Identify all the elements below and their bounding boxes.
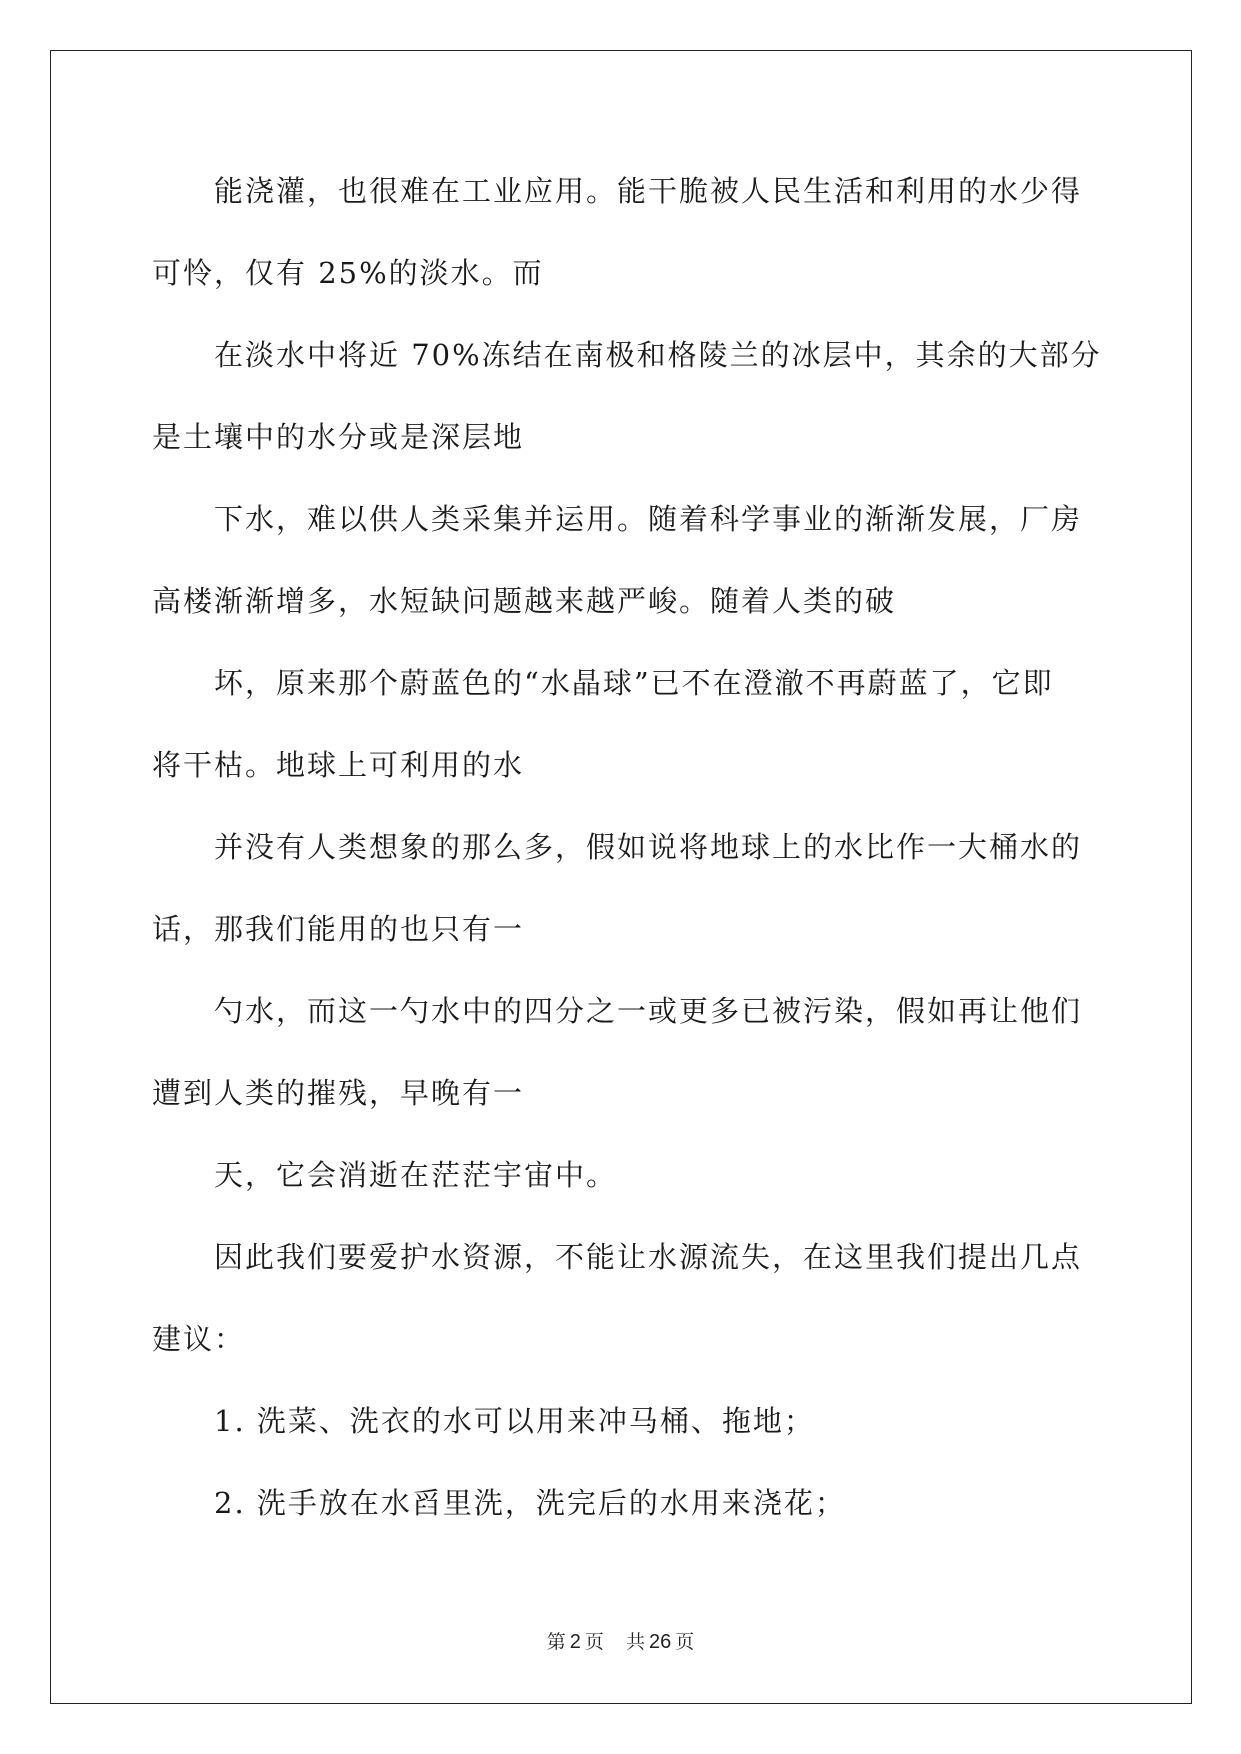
total-suffix: 页 bbox=[675, 1631, 695, 1653]
text-line: 因此我们要爱护水资源，不能让水源流失，在这里我们提出几点 bbox=[214, 1240, 1083, 1274]
total-pages: 26 bbox=[648, 1631, 672, 1653]
text-line: 将干枯。地球上可利用的水 bbox=[152, 748, 525, 782]
page-number: 2 bbox=[569, 1631, 581, 1653]
text-line: 在淡水中将近 70%冻结在南极和格陵兰的冰层中，其余的大部分 bbox=[214, 338, 1102, 372]
text-line: 可怜，仅有 25%的淡水。而 bbox=[152, 256, 544, 290]
text-line: 天，它会消逝在茫茫宇宙中。 bbox=[214, 1158, 618, 1192]
text-line: 坏，原来那个蔚蓝色的“水晶球”已不在澄澈不再蔚蓝了，它即 bbox=[214, 666, 1054, 700]
list-item: 1. 洗菜、洗衣的水可以用来冲马桶、拖地； bbox=[214, 1404, 815, 1438]
text-line: 下水，难以供人类采集并运用。随着科学事业的渐渐发展，厂房 bbox=[214, 502, 1083, 536]
text-line: 建议： bbox=[152, 1322, 246, 1356]
list-item: 2. 洗手放在水舀里洗，洗完后的水用来浇花； bbox=[214, 1486, 846, 1520]
page-footer bbox=[0, 1627, 1241, 1654]
text-line: 遭到人类的摧残，早晚有一 bbox=[152, 1076, 525, 1110]
text-line: 高楼渐渐增多，水短缺问题越来越严峻。随着人类的破 bbox=[152, 584, 897, 618]
total-indicator bbox=[622, 1631, 698, 1653]
total-prefix: 共 bbox=[625, 1631, 645, 1653]
text-line: 并没有人类想象的那么多，假如说将地球上的水比作一大桶水的 bbox=[214, 830, 1083, 864]
page-indicator bbox=[543, 1631, 608, 1653]
text-line: 能浇灌，也很难在工业应用。能干脆被人民生活和利用的水少得 bbox=[214, 174, 1083, 208]
text-line: 是土壤中的水分或是深层地 bbox=[152, 420, 525, 454]
document-body bbox=[152, 162, 1102, 1556]
text-line: 话，那我们能用的也只有一 bbox=[152, 912, 525, 946]
page-prefix: 第 bbox=[546, 1631, 566, 1653]
page-suffix: 页 bbox=[584, 1631, 604, 1653]
text-line: 勺水，而这一勺水中的四分之一或更多已被污染，假如再让他们 bbox=[214, 994, 1083, 1028]
